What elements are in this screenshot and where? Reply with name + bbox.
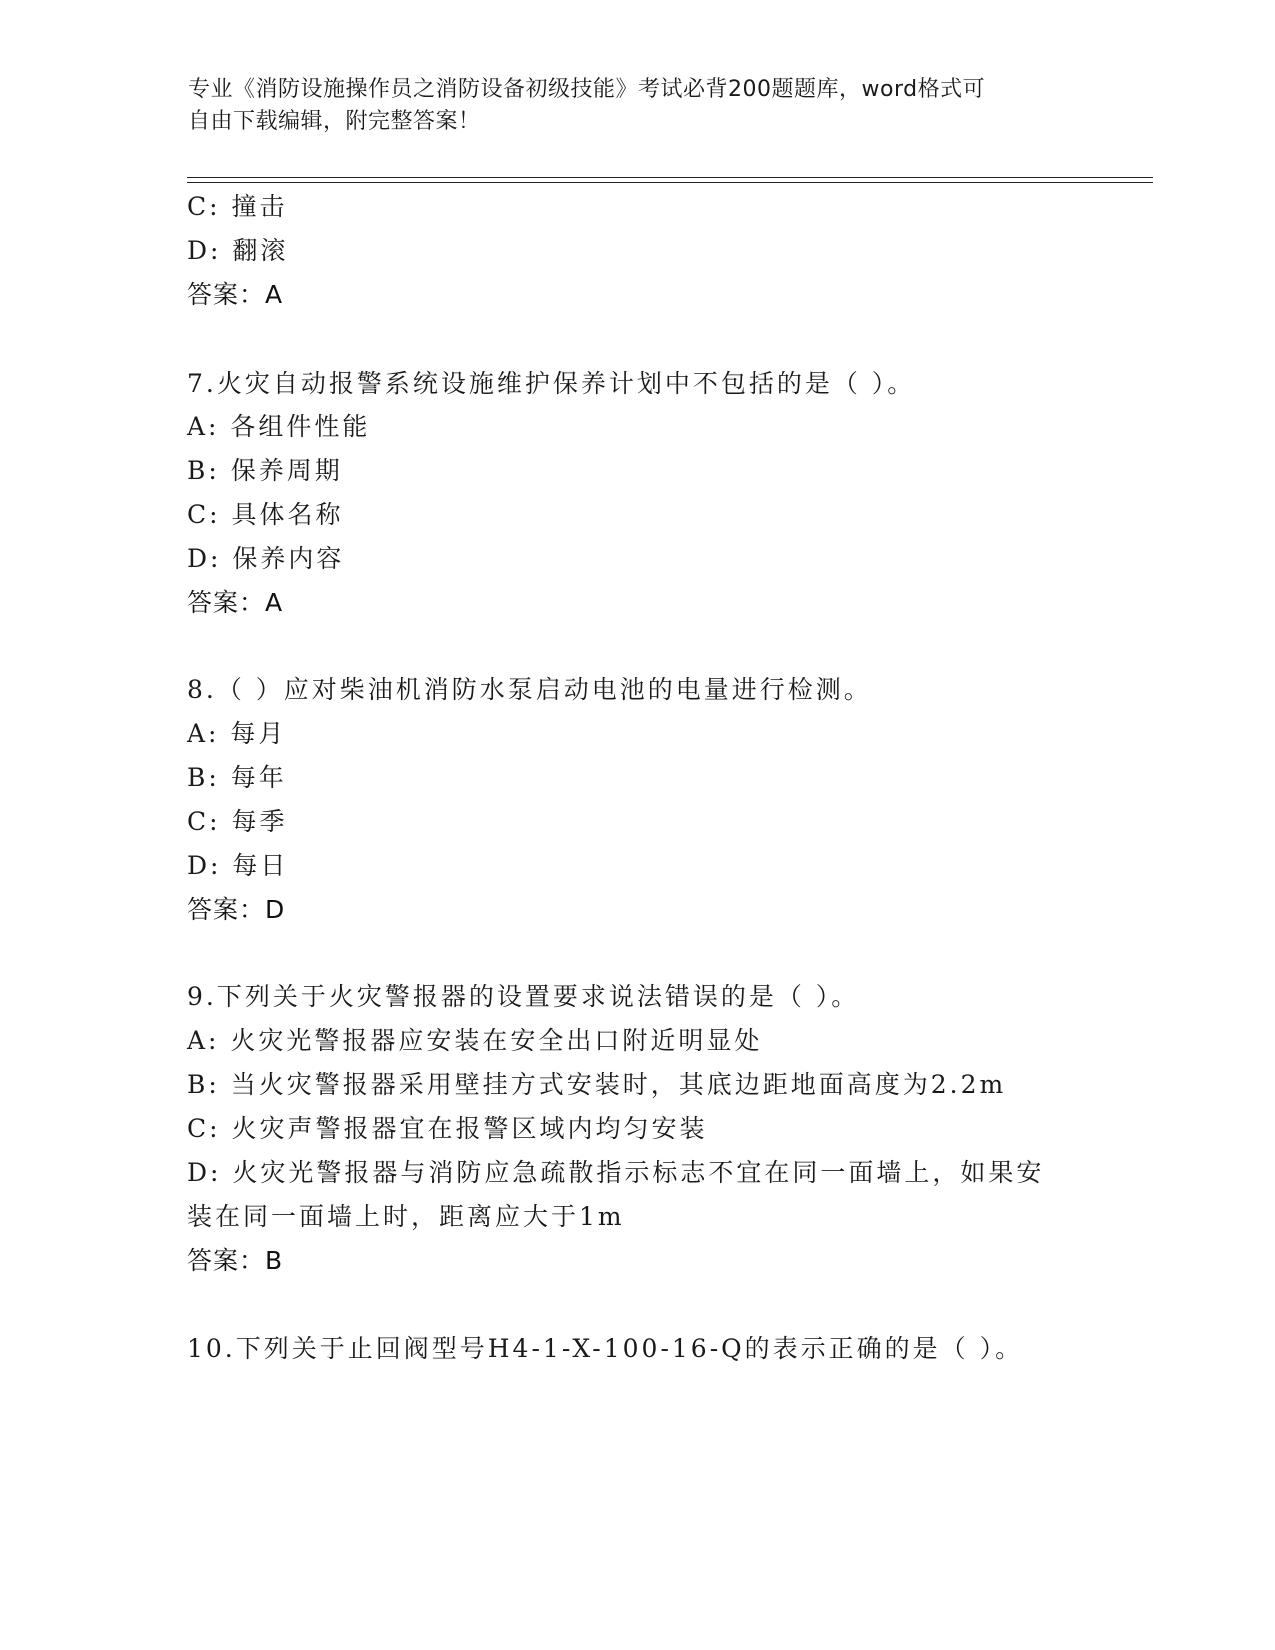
- q7-option-c: C: 具体名称: [187, 500, 344, 529]
- q9-option-c: C: 火灾声警报器宜在报警区域内均匀安装: [187, 1114, 708, 1143]
- q8-option-d: D: 每日: [187, 851, 289, 880]
- q8-option-b: B: 每年: [187, 763, 287, 792]
- q7-option-d: D: 保养内容: [187, 544, 345, 573]
- q7-option-a: A: 各组件性能: [187, 412, 371, 441]
- q8-option-c: C: 每季: [187, 807, 288, 836]
- header-line-1: 专业《消防设施操作员之消防设备初级技能》考试必背200题题库，word格式可: [188, 77, 986, 102]
- q9-option-d-line-2: 装在同一面墙上时，距离应大于1m: [187, 1202, 625, 1231]
- q7-answer: 答案：A: [187, 588, 284, 617]
- q9-question: 9.下列关于火灾警报器的设置要求说法错误的是（ ）。: [187, 982, 860, 1011]
- header-line-2: 自由下载编辑，附完整答案！: [188, 109, 481, 134]
- q9-option-a: A: 火灾光警报器应安装在安全出口附近明显处: [187, 1026, 763, 1055]
- header-divider-top: [187, 177, 1153, 178]
- q6-option-c: C: 撞击: [187, 192, 288, 221]
- q8-answer: 答案：D: [187, 895, 286, 924]
- document-header: [188, 74, 1088, 138]
- q8-question: 8.（ ）应对柴油机消防水泵启动电池的电量进行检测。: [187, 675, 872, 704]
- q7-option-b: B: 保养周期: [187, 456, 343, 485]
- q7-question: 7.火灾自动报警系统设施维护保养计划中不包括的是（ ）。: [187, 369, 916, 398]
- q8-option-a: A: 每月: [187, 719, 287, 748]
- q9-answer: 答案：B: [187, 1246, 284, 1275]
- q10-question: 10.下列关于止回阀型号H4-1-X-100-16-Q的表示正确的是（ ）。: [187, 1334, 1024, 1363]
- q9-option-b: B: 当火灾警报器采用壁挂方式安装时，其底边距地面高度为2.2m: [187, 1070, 1007, 1099]
- header-divider-bottom: [187, 182, 1153, 183]
- q9-option-d-line-1: D: 火灾光警报器与消防应急疏散指示标志不宜在同一面墙上，如果安: [187, 1158, 1045, 1187]
- q6-answer: 答案：A: [187, 280, 284, 309]
- q6-option-d: D: 翻滚: [187, 236, 289, 265]
